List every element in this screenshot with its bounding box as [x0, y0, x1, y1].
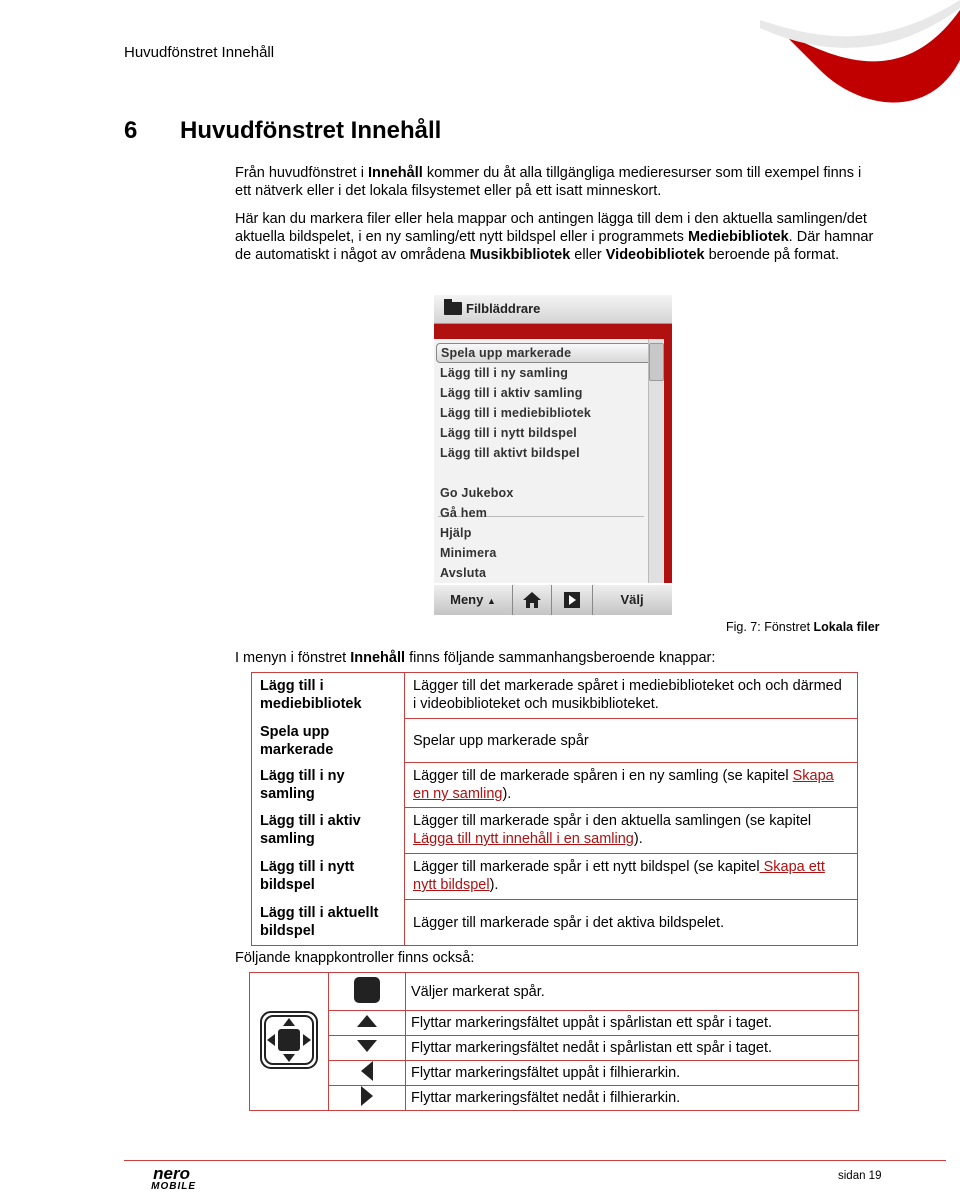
play-icon [564, 592, 580, 608]
control-description: Flyttar markeringsfältet nedåt i filhierarkin. [406, 1086, 859, 1111]
button-name: Lägg till i aktiv samling [252, 808, 405, 854]
arrow-right-icon [361, 1086, 373, 1106]
menu-item-exit[interactable]: Avsluta [440, 566, 487, 580]
button-name: Spela upp markerade [252, 719, 405, 763]
buttons-intro: I menyn i fönstret Innehåll finns följande sammanhangsberoende knappar: [235, 650, 716, 666]
paragraph-intro: Från huvudfönstret i Innehåll kommer du åt alla tillgängliga medieresurser som till exempel finns i ett nätverk eller i det lokala filsystemet eller på ett isatt minneskort. [235, 165, 862, 199]
context-buttons-table [251, 672, 858, 946]
chapter-number: 6 [124, 117, 138, 144]
table-row [252, 673, 858, 719]
control-description: Flyttar markeringsfältet nedåt i spårlistan ett spår i taget. [406, 1036, 859, 1061]
scrollbar-thumb[interactable] [649, 343, 664, 381]
play-button[interactable] [552, 585, 593, 615]
home-button[interactable] [513, 585, 552, 615]
menu-item-minimize[interactable]: Minimera [440, 546, 497, 560]
button-description: Lägger till markerade spår i ett nytt bildspel (se kapitel Skapa ett nytt bildspel). [405, 854, 858, 900]
table-row [252, 763, 858, 808]
table-row [252, 854, 858, 900]
icon-cell [329, 1061, 406, 1086]
button-description: Lägger till det markerade spåret i mediebiblioteket och och därmed i videobiblioteket och musikbiblioteket. [405, 673, 858, 719]
arrow-down-icon [357, 1040, 377, 1052]
menu-item-go-jukebox[interactable]: Go Jukebox [440, 486, 514, 500]
logo-text-top: nero [153, 1164, 190, 1183]
select-button[interactable]: Välj [620, 592, 644, 607]
caret-up-icon: ▲ [486, 596, 496, 606]
button-description: Lägger till de markerade spåren i en ny samling (se kapitel Skapa en ny samling). [405, 763, 858, 808]
control-description: Flyttar markeringsfältet uppåt i spårlistan ett spår i taget. [406, 1011, 859, 1036]
menu-item-add-active-slideshow[interactable]: Lägg till aktivt bildspel [440, 446, 580, 460]
menu-item-add-new-collection[interactable]: Lägg till i ny samling [440, 366, 569, 380]
table-row [250, 1086, 859, 1111]
context-menu [434, 339, 656, 583]
control-description: Flyttar markeringsfältet uppåt i filhierarkin. [406, 1061, 859, 1086]
table-row [250, 973, 859, 1011]
folder-icon [444, 302, 462, 315]
button-description: Spelar upp markerade spår [405, 719, 858, 763]
figure-caption: Fig. 7: Fönstret Lokala filer [726, 620, 880, 634]
footer-divider [124, 1160, 946, 1161]
menu-item-play-selected[interactable]: Spela upp markerade [436, 343, 652, 363]
table-row [250, 1011, 859, 1036]
screenshot-title: Filbläddrare [466, 301, 541, 316]
menu-button[interactable]: Meny ▲ [434, 585, 513, 615]
bottom-toolbar [434, 585, 672, 615]
arrow-left-icon [361, 1061, 373, 1081]
icon-cell [329, 1036, 406, 1061]
button-name: Lägg till i aktuellt bildspel [252, 900, 405, 946]
page-number: sidan 19 [838, 1170, 882, 1182]
icon-cell [329, 1086, 406, 1111]
table-row [252, 900, 858, 946]
nero-mobile-logo [124, 1166, 196, 1192]
link-create-slideshow[interactable]: Skapa ett nytt bildspel [413, 859, 825, 893]
table-row [250, 1061, 859, 1086]
icon-cell [329, 973, 406, 1011]
menu-item-add-media-library[interactable]: Lägg till i mediebibliotek [440, 406, 592, 420]
icon-cell [329, 1011, 406, 1036]
button-description: Lägger till markerade spår i det aktiva bildspelet. [405, 900, 858, 946]
arrow-up-icon [357, 1015, 377, 1027]
table-row [252, 808, 858, 854]
button-name: Lägg till i ny samling [252, 763, 405, 808]
table-row [252, 719, 858, 763]
running-header: Huvudfönstret Innehåll [124, 44, 275, 61]
dpad-icon [260, 1011, 318, 1069]
button-description: Lägger till markerade spår i den aktuella samlingen (se kapitel Lägga till nytt innehåll i en samling). [405, 808, 858, 854]
select-square-icon [354, 977, 380, 1003]
control-description: Väljer markerat spår. [406, 973, 859, 1011]
paragraph-details: Här kan du markera filer eller hela mappar och antingen lägga till dem i den aktuella samlingen/det aktuella bildspelet, i en ny samling/ett nytt bildspel eller i programmets Mediebibliotek. Där hamnar de automatiskt i något av områdena Musikbibliotek eller Videobibliotek beroende på format. [235, 211, 874, 263]
page-title: Huvudfönstret Innehåll [180, 117, 442, 144]
controls-table [249, 972, 859, 1111]
link-add-content-collection[interactable]: Lägga till nytt innehåll i en samling [413, 831, 634, 847]
file-browser-screenshot [434, 295, 672, 615]
screenshot-titlebar [434, 295, 672, 324]
decorative-swoosh [760, 0, 960, 120]
link-create-collection[interactable]: Skapa en ny samling [413, 768, 834, 802]
button-name: Lägg till i mediebibliotek [252, 673, 405, 719]
menu-item-add-new-slideshow[interactable]: Lägg till i nytt bildspel [440, 426, 577, 440]
table-row [250, 1036, 859, 1061]
controls-intro: Följande knappkontroller finns också: [235, 950, 475, 966]
menu-item-add-active-collection[interactable]: Lägg till i aktiv samling [440, 386, 583, 400]
button-name: Lägg till i nytt bildspel [252, 854, 405, 900]
home-icon [523, 592, 541, 608]
screenshot-side-strip [664, 324, 672, 583]
logo-text-bottom: MOBILE [151, 1181, 196, 1192]
menu-item-help[interactable]: Hjälp [440, 526, 472, 540]
dpad-cell [250, 973, 329, 1111]
menu-item-go-home[interactable]: Gå hem [440, 506, 488, 520]
